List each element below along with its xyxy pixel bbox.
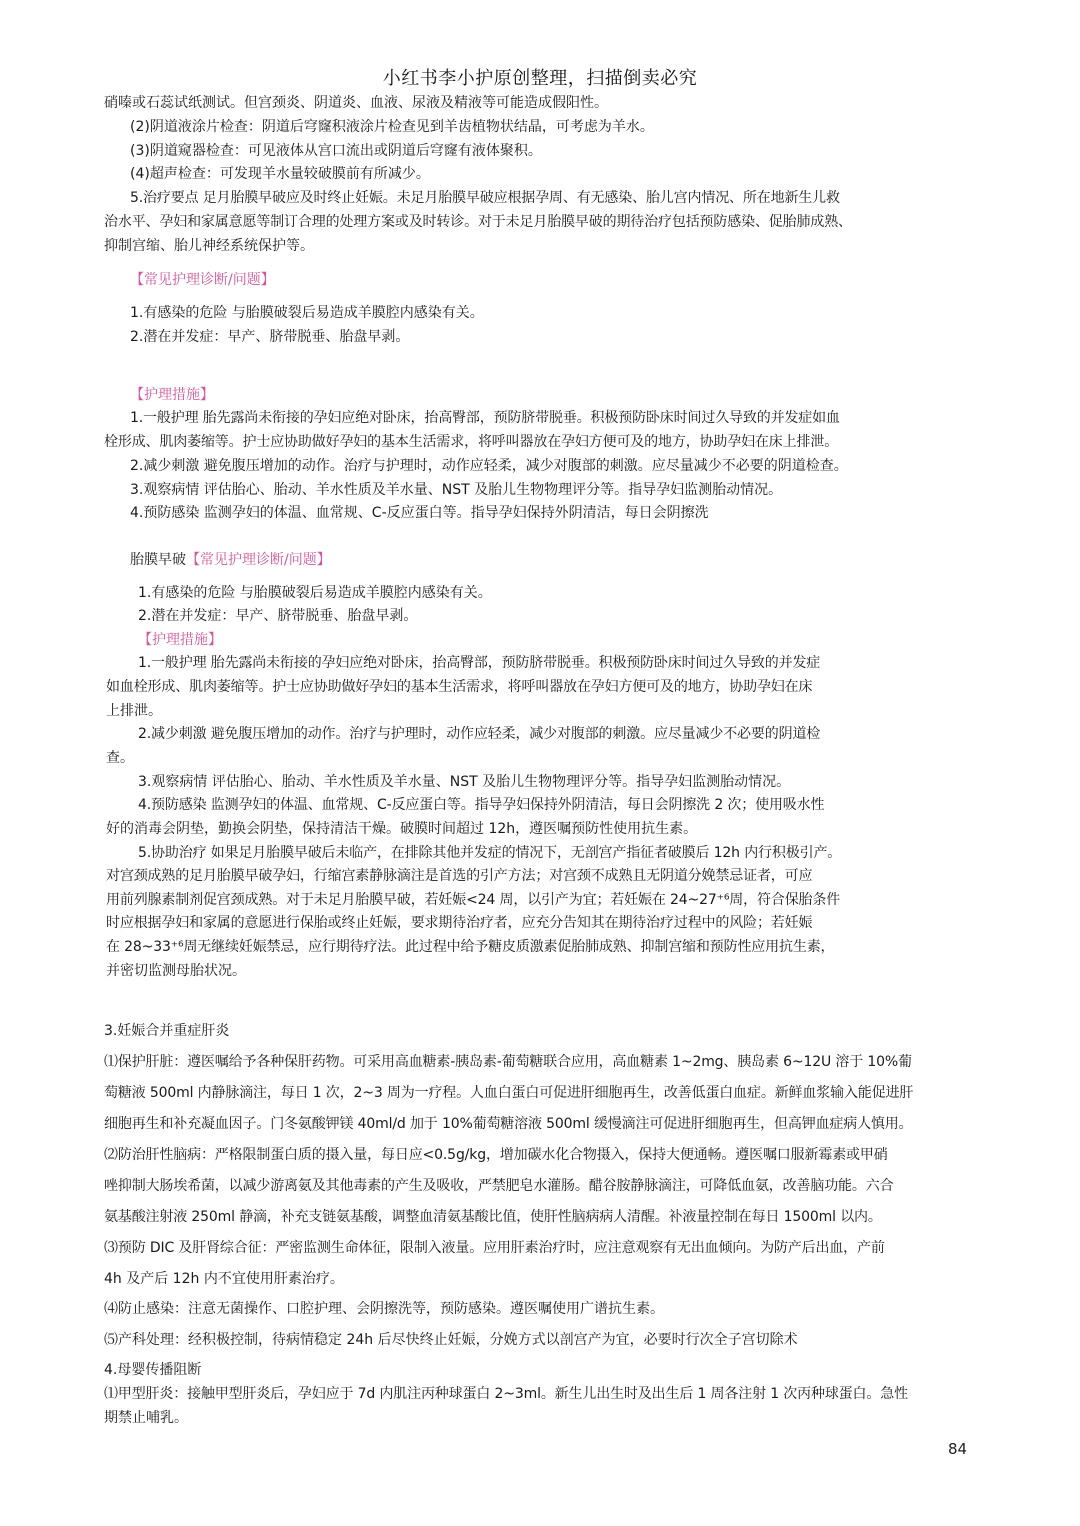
text-line: 5.协助治疗 如果足月胎膜早破后未临产，在排除其他并发症的情况下，无剖宫产指征者破膜后 12h 内行积极引产。 <box>138 845 842 861</box>
text-line: 上排泄。 <box>106 703 162 719</box>
text-line: ⑷防止感染：注意无菌操作、口腔护理、会阴擦洗等，预防感染。遵医嘱使用广谱抗生素。 <box>104 1301 664 1317</box>
text-line: 时应根据孕妇和家属的意愿进行保胎或终止妊娠，要求期待治疗者，应充分告知其在期待治疗过程中的风险；若妊娠 <box>106 915 813 931</box>
text-line: (4)超声检查：可发现羊水量较破膜前有所减少。 <box>130 166 430 182</box>
text-line: 2.潜在并发症：早产、脐带脱垂、胎盘早剥。 <box>138 608 418 624</box>
text-line: 1.一般护理 胎先露尚未衔接的孕妇应绝对卧床，抬高臀部，预防脐带脱垂。积极预防卧床时间过久导致的并发症如血 <box>130 410 840 426</box>
text-line: ⑶预防 DIC 及肝肾综合征：严密监测生命体征，限制入液量。应用肝素治疗时，应注意观察有无出血倾向。为防产后出血，产前 <box>104 1240 885 1256</box>
text-line: ⑴保护肝脏：遵医嘱给予各种保肝药物。可采用高血糖素-胰岛素-葡萄糖联合应用，高血糖素 1~2mg、胰岛素 6~12U 溶于 10%葡 <box>104 1054 912 1070</box>
section-heading: 【常见护理诊断/问题】 <box>186 552 331 568</box>
section-title: 4.母婴传播阻断 <box>104 1362 202 1378</box>
section-title-line <box>130 551 331 569</box>
text-line: 2.减少刺激 避免腹压增加的动作。治疗与护理时，动作应轻柔，减少对腹部的刺激。应尽量减少不必要的阴道检 <box>138 726 821 742</box>
text-line: 5.治疗要点 足月胎膜早破应及时终止妊娠。未足月胎膜早破应根据孕周、有无感染、胎儿宫内情况、所在地新生儿救 <box>130 190 840 206</box>
text-line: 唑抑制大肠埃希菌，以减少游离氨及其他毒素的产生及吸收，严禁肥皂水灌肠。醋谷胺静脉滴注，可降低血氨，改善脑功能。六合 <box>104 1178 894 1194</box>
text-line: ⑸产科处理：经积极控制，待病情稳定 24h 后尽快终止妊娠，分娩方式以剖宫产为宜，必要时行次全子宫切除术 <box>104 1332 798 1348</box>
text-line: 3.观察病情 评估胎心、胎动、羊水性质及羊水量、NST 及胎儿生物物理评分等。指导孕妇监测胎动情况。 <box>130 482 783 498</box>
text-line: 在 28~33⁺⁶周无继续妊娠禁忌，应行期待疗法。此过程中给予糖皮质激素促胎肺成熟、抑制宫缩和预防性应用抗生素， <box>106 939 835 955</box>
text-line: 1.一般护理 胎先露尚未衔接的孕妇应绝对卧床，抬高臀部，预防脐带脱垂。积极预防卧床时间过久导致的并发症 <box>138 655 821 671</box>
section-heading: 【护理措施】 <box>130 387 214 403</box>
text-line: 1.有感染的危险 与胎膜破裂后易造成羊膜腔内感染有关。 <box>130 305 484 321</box>
text-line: ⑴甲型肝炎：接触甲型肝炎后，孕妇应于 7d 内肌注丙种球蛋白 2~3ml。新生儿出生时及出生后 1 周各注射 1 次丙种球蛋白。急性 <box>104 1386 908 1402</box>
text-line: 1.有感染的危险 与胎膜破裂后易造成羊膜腔内感染有关。 <box>138 585 492 601</box>
text-line: 期禁止哺乳。 <box>104 1410 188 1426</box>
text-line: 对宫颈成熟的足月胎膜早破孕妇，行缩宫素静脉滴注是首选的引产方法；对宫颈不成熟且无阴道分娩禁忌证者，可应 <box>106 868 813 884</box>
text-line: ⑵防治肝性脑病：严格限制蛋白质的摄入量，每日应<0.5g/kg，增加碳水化合物摄入，保持大便通畅。遵医嘱口服新霉素或甲硝 <box>104 1147 888 1163</box>
text-line: 查。 <box>106 750 134 766</box>
text-line: 2.潜在并发症：早产、脐带脱垂、胎盘早剥。 <box>130 329 410 345</box>
text-line: 好的消毒会阴垫，勤换会阴垫，保持清洁干燥。破膜时间超过 12h，遵医嘱预防性使用抗生素。 <box>106 821 698 837</box>
text-line: 4.预防感染 监测孕妇的体温、血常规、C-反应蛋白等。指导孕妇保持外阴清洁，每日会阴擦洗 2 次；使用吸水性 <box>138 797 825 813</box>
text-line: 氨基酸注射液 250ml 静滴，补充支链氨基酸，调整血清氨基酸比值，使肝性脑病病人清醒。补液量控制在每日 1500ml 以内。 <box>104 1209 882 1225</box>
text-line: (2)阴道液涂片检查：阴道后穹窿积液涂片检查见到羊齿植物状结晶，可考虑为羊水。 <box>130 119 654 135</box>
text-line: 抑制宫缩、胎儿神经系统保护等。 <box>104 238 314 254</box>
text-line: 2.减少刺激 避免腹压增加的动作。治疗与护理时，动作应轻柔，减少对腹部的刺激。应尽量减少不必要的阴道检查。 <box>130 458 848 474</box>
text-line: 治水平、孕妇和家属意愿等制订合理的处理方案或及时转诊。对于未足月胎膜早破的期待治疗包括预防感染、促胎肺成熟、 <box>104 214 852 230</box>
text-line: 3.观察病情 评估胎心、胎动、羊水性质及羊水量、NST 及胎儿生物物理评分等。指导孕妇监测胎动情况。 <box>138 774 791 790</box>
text-line: 4.预防感染 监测孕妇的体温、血常规、C-反应蛋白等。指导孕妇保持外阴清洁，每日会阴擦洗 <box>130 505 709 521</box>
section-title: 3.妊娠合并重症肝炎 <box>104 1023 230 1039</box>
text-line: (3)阴道窥器检查：可见液体从宫口流出或阴道后穹窿有液体聚积。 <box>130 143 542 159</box>
text-line: 4h 及产后 12h 内不宜使用肝素治疗。 <box>104 1271 344 1287</box>
text-line: 如血栓形成、肌肉萎缩等。护士应协助做好孕妇的基本生活需求，将呼叫器放在孕妇方便可及的地方，协助孕妇在床 <box>106 679 813 695</box>
section-title: 胎膜早破 <box>130 552 186 568</box>
text-line: 用前列腺素制剂促宫颈成熟。对于未足月胎膜早破，若妊娠<24 周，以引产为宜；若妊娠在 24~27⁺⁶周，符合保胎条件 <box>106 892 841 908</box>
text-line: 萄糖液 500ml 内静脉滴注，每日 1 次，2~3 周为一疗程。人血白蛋白可促进肝细胞再生，改善低蛋白血症。新鲜血浆输入能促进肝 <box>104 1085 914 1101</box>
text-line: 硝嗪或石蕊试纸测试。但宫颈炎、阴道炎、血液、尿液及精液等可能造成假阳性。 <box>104 95 608 111</box>
page-header: 小红书李小护原创整理，扫描倒卖必究 <box>382 68 698 89</box>
text-line: 并密切监测母胎状况。 <box>106 963 246 979</box>
section-heading: 【常见护理诊断/问题】 <box>130 272 275 288</box>
page-number: 84 <box>948 1440 968 1458</box>
section-heading: 【护理措施】 <box>138 632 222 648</box>
text-line: 栓形成、肌肉萎缩等。护士应协助做好孕妇的基本生活需求，将呼叫器放在孕妇方便可及的地方，协助孕妇在床上排泄。 <box>104 434 839 450</box>
text-line: 细胞再生和补充凝血因子。门冬氨酸钾镁 40ml/d 加于 10%葡萄糖溶液 500ml 缓慢滴注可促进肝细胞再生，但高钾血症病人慎用。 <box>104 1116 913 1132</box>
